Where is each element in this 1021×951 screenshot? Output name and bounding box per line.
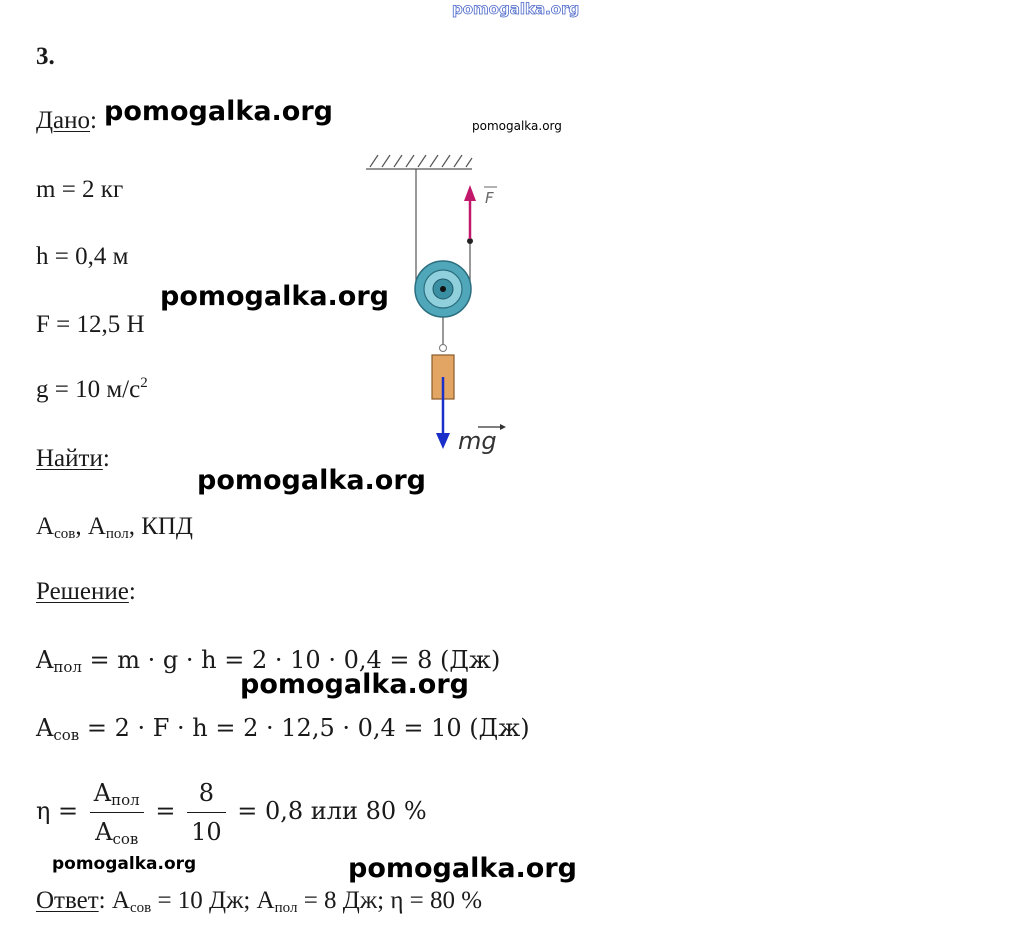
efficiency-fraction: $\frac{A_{пол}}{A_{сов}}$: [90, 776, 144, 849]
given-mass: m = 2 кг: [36, 176, 124, 203]
watermark-1: pomogalka.org: [104, 96, 333, 127]
solution-useful-work: $A_{пол} = m \cdot g \cdot h = 2 \cdot 10 \cdot 0,4 = 8$ (Дж): [36, 646, 501, 676]
solution-efficiency: η = $\frac{A_{пол}}{A_{сов}}$ = $\frac{8}{10}$ = 0,8 или 80 %: [36, 776, 427, 849]
answer-line: Ответ: $A_{сов} = 10$ Дж; $A_{пол} = 8$ Дж; η = 80 %: [36, 887, 483, 916]
solution-heading: Решение:: [36, 578, 136, 605]
given-gravity: g = 10 $м/с^2$: [36, 375, 148, 403]
given-heading: Дано:: [36, 107, 97, 134]
ceiling: [366, 155, 472, 169]
weight-label: mg: [458, 427, 497, 455]
watermark-top: pomogalka.org: [452, 0, 580, 18]
pulley-diagram: [360, 145, 570, 455]
watermark-4: pomogalka.org: [197, 465, 426, 496]
find-heading: Найти:: [36, 445, 110, 472]
pulley: [415, 261, 471, 317]
watermark-6: pomogalka.org: [52, 854, 197, 874]
watermark-3: pomogalka.org: [160, 281, 389, 312]
given-height: h = 0,4 м: [36, 243, 129, 270]
watermark-7: pomogalka.org: [348, 853, 577, 884]
problem-number: 3.: [36, 43, 55, 70]
given-force: F = 12,5 Н: [36, 311, 145, 338]
find-values: $A_{сов}$, $A_{пол}$, КПД: [36, 513, 193, 542]
watermark-5: pomogalka.org: [240, 669, 469, 700]
watermark-2: pomogalka.org: [472, 119, 562, 133]
numeric-fraction: $\frac{8}{10}$: [187, 776, 226, 849]
solution-total-work: $A_{сов} = 2 \cdot F \cdot h = 2 \cdot 12,5 \cdot 0,4 = 10$ (Дж): [36, 714, 530, 744]
force-label: F: [485, 189, 494, 207]
